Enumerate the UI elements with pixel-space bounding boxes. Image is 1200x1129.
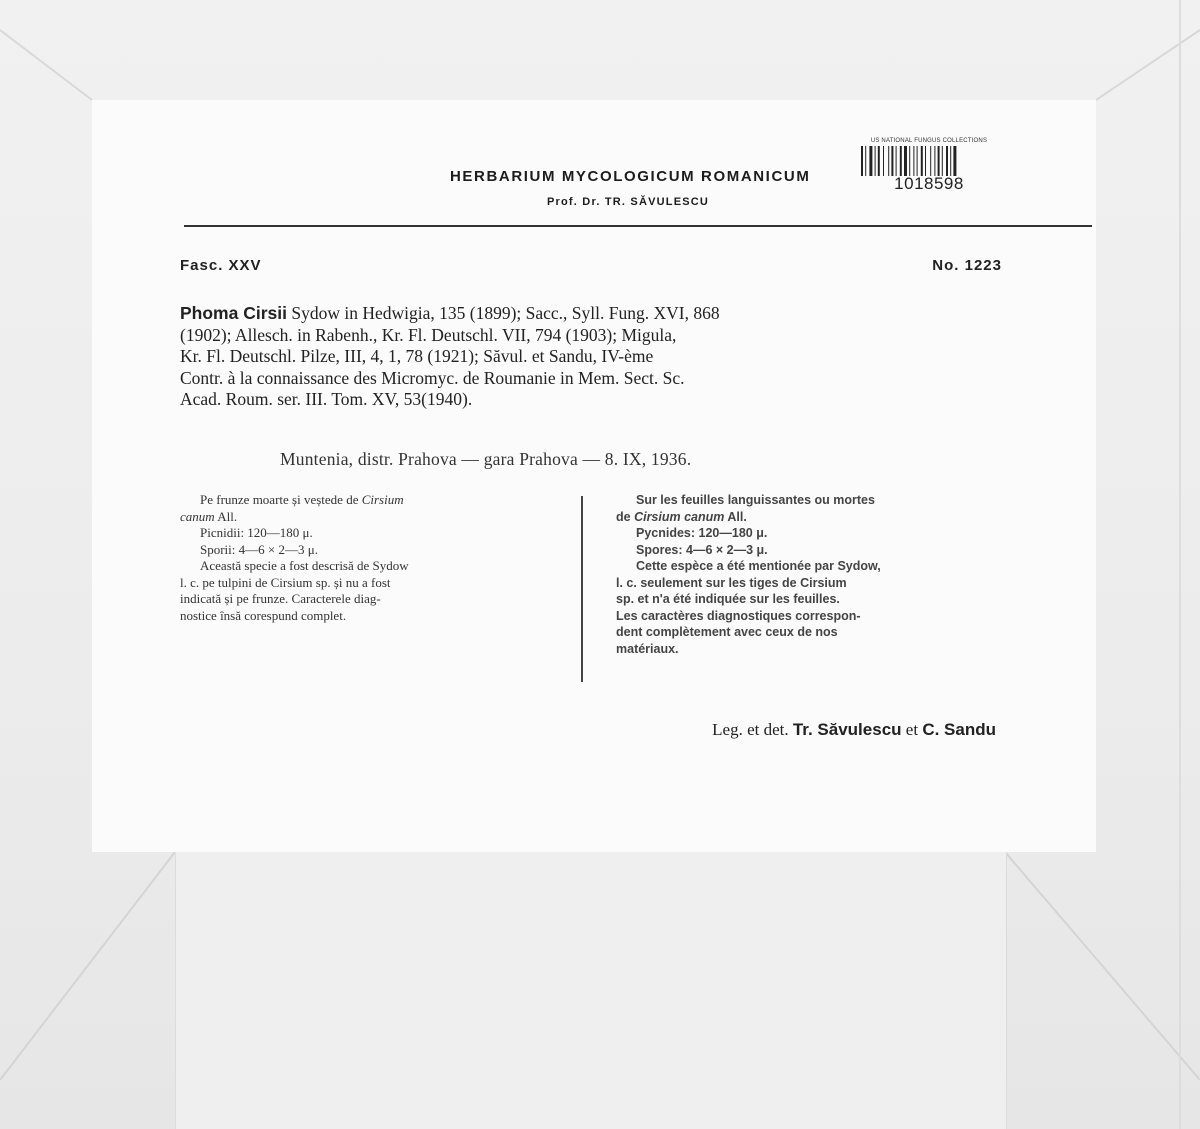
- header-rule: [184, 225, 1092, 227]
- fr-note-line: dent complètement avec ceux de nos: [616, 625, 838, 639]
- taxon-name: Phoma Cirsii: [180, 303, 287, 323]
- ro-picnidii: Picnidii: 120—180 μ.: [200, 525, 313, 540]
- ro-genus: Cirsium: [361, 492, 404, 507]
- citation-line: Acad. Roum. ser. III. Tom. XV, 53(1940).: [180, 389, 473, 409]
- fascicle-number: Fasc. XXV: [180, 257, 262, 274]
- citation-line: (1902); Allesch. in Rabenh., Kr. Fl. Deutschl. VII, 794 (1903); Migula,: [180, 324, 677, 345]
- ro-note-line: indicată și pe frunze. Caracterele diag-: [180, 591, 381, 606]
- fr-note-line: matériaux.: [616, 641, 679, 656]
- ro-line: Pe frunze moarte și veștede de: [200, 492, 362, 507]
- collectors-joiner: et: [901, 720, 923, 739]
- citation-line: [180, 303, 1064, 325]
- fr-note-line: Cette espèce a été mentionée par Sydow,: [636, 559, 881, 573]
- fr-note-line: sp. et n'a été indiquée sur les feuilles.: [616, 592, 840, 606]
- fr-line: Sur les feuilles languissantes ou mortes: [636, 493, 875, 507]
- ro-authority: All.: [214, 508, 238, 524]
- fr-authority: All.: [724, 509, 747, 524]
- french-description: [616, 492, 998, 657]
- collectors-line: [712, 720, 996, 740]
- fr-prefix: de: [616, 509, 635, 524]
- barcode-collection-name: US NATIONAL FUNGUS COLLECTIONS: [870, 138, 988, 144]
- taxon-citation: [180, 303, 1064, 411]
- herbarium-label: [92, 100, 1096, 852]
- fr-species: Cirsium canum: [634, 509, 725, 524]
- ro-note-line: l. c. pe tulpini de Cirsium sp. și nu a fost: [180, 574, 391, 590]
- barcode-number: 1018598: [894, 174, 964, 193]
- herbarium-director: Prof. Dr. TR. SĂVULESCU: [547, 196, 710, 208]
- collector-name: C. Sandu: [922, 720, 996, 739]
- specimen-number: No. 1223: [932, 257, 1002, 274]
- ro-epithet: canum: [180, 508, 215, 524]
- fr-spores: Spores: 4—6 × 2—3 μ.: [636, 542, 768, 557]
- fr-pycnides: Pycnides: 120—180 μ.: [636, 526, 768, 540]
- citation-line: Contr. à la connaissance des Micromyc. de Roumanie in Mem. Sect. Sc.: [180, 367, 685, 388]
- barcode-label: [854, 138, 1004, 210]
- collectors-prefix: Leg. et det.: [712, 720, 793, 739]
- ro-sporii: Sporii: 4—6 × 2—3 μ.: [200, 541, 318, 557]
- barcode-icon: [859, 146, 999, 176]
- fr-note-line: l. c. seulement sur les tiges de Cirsium: [616, 575, 847, 590]
- column-divider: [581, 496, 583, 682]
- collection-locality: Muntenia, distr. Prahova — gara Prahova — 8. IX, 1936.: [280, 449, 692, 469]
- citation-first-line: Sydow in Hedwigia, 135 (1899); Sacc., Syll. Fung. XVI, 868: [286, 303, 720, 323]
- collector-name: Tr. Săvulescu: [792, 720, 902, 739]
- herbarium-title: HERBARIUM MYCOLOGICUM ROMANICUM: [450, 168, 811, 185]
- citation-line: Kr. Fl. Deutschl. Pilze, III, 4, 1, 78 (1921); Săvul. et Sandu, IV-ème: [180, 346, 654, 366]
- ro-note-line: nostice însă corespund complet.: [180, 607, 347, 623]
- ro-note-line: Această specie a fost descrisă de Sydow: [200, 558, 409, 573]
- envelope-flap: [175, 850, 1007, 1129]
- romanian-description: [180, 492, 558, 624]
- fr-note-line: Les caractères diagnostiques correspon-: [616, 608, 861, 623]
